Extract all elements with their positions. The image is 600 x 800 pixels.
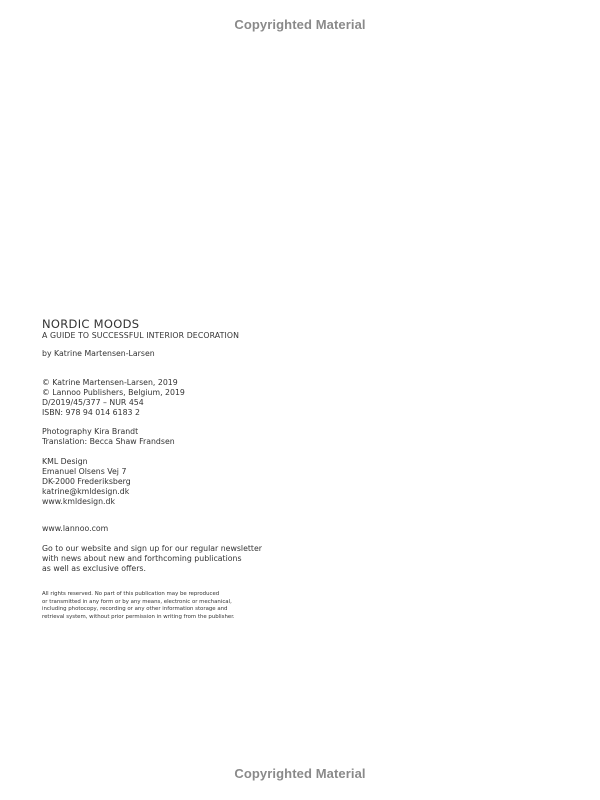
newsletter-block — [42, 544, 262, 574]
copyright-line: D/2019/45/377 – NUR 454 — [42, 398, 144, 407]
legal-notice — [42, 591, 235, 621]
address-email[interactable]: katrine@kmldesign.dk — [42, 487, 130, 496]
newsletter-line: as well as exclusive offers. — [42, 564, 146, 573]
credit-line: Translation: Becca Shaw Frandsen — [42, 437, 175, 446]
publisher-website[interactable]: www.lannoo.com — [42, 524, 109, 533]
address-line: DK-2000 Frederiksberg — [42, 477, 131, 486]
legal-line: or transmitted in any form or by any means, electronic or mechanical, — [42, 598, 232, 605]
copyright-watermark-bottom: Copyrighted Material — [234, 766, 366, 781]
legal-line: All rights reserved. No part of this publication may be reproduced — [42, 591, 220, 597]
book-subtitle: A GUIDE TO SUCCESSFUL INTERIOR DECORATION — [42, 331, 240, 340]
address-website[interactable]: www.kmldesign.dk — [42, 497, 115, 506]
credits-block — [42, 427, 175, 447]
copyright-watermark-top: Copyrighted Material — [234, 17, 366, 32]
newsletter-line: with news about new and forthcoming publications — [42, 554, 242, 563]
legal-line: including photocopy, recording or any other information storage and — [42, 606, 228, 613]
address-block — [42, 457, 131, 507]
copyright-line: © Lannoo Publishers, Belgium, 2019 — [42, 388, 185, 397]
newsletter-line: Go to our website and sign up for our regular newsletter — [42, 544, 262, 553]
credit-line: Photography Kira Brandt — [42, 427, 139, 436]
copyright-block — [42, 378, 185, 418]
author-line: by Katrine Martensen-Larsen — [42, 349, 155, 358]
copyright-line: © Katrine Martensen-Larsen, 2019 — [42, 378, 178, 387]
copyright-line: ISBN: 978 94 014 6183 2 — [42, 408, 140, 417]
address-line: KML Design — [42, 457, 88, 466]
address-line: Emanuel Olsens Vej 7 — [42, 467, 127, 476]
legal-line: retrieval system, without prior permission in writing from the publisher. — [42, 613, 235, 620]
book-title: NORDIC MOODS — [42, 317, 140, 331]
